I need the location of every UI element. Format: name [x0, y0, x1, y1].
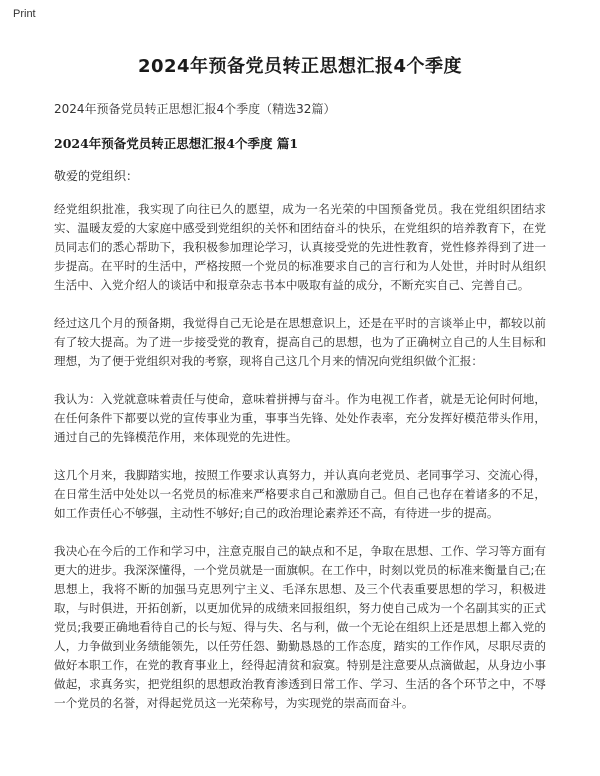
paragraph: 我认为：入党就意味着责任与使命，意味着拼搏与奋斗。作为电视工作者，就是无论何时何地，在任何条件下都要以党的宣传事业为重，事事当先锋、处处作表率，充分发挥好模范带头作用，通过自己的先锋模范作用，来体现党的先进性。: [54, 392, 546, 444]
print-link[interactable]: Print: [13, 8, 36, 20]
document-body: [54, 52, 546, 732]
page-title: 2024年预备党员转正思想汇报4个季度: [137, 56, 463, 77]
salutation: 敬爱的党组织：: [54, 169, 139, 183]
paragraph: 我决心在今后的工作和学习中，注意克服自己的缺点和不足，争取在思想、工作、学习等方面有更大的进步。我深深懂得，一个党员就是一面旗帜。在工作中，时刻以党员的标准来衡量自己;在思想上，我将不断的加强马克思列宁主义、毛泽东思想、及三个代表重要思想的学习，积极进取，与时俱进，开拓创新，以更加优异的成绩来回报组织，努力使自己成为一个名副其实的正式党员;我要正确地看待自己的长与短、得与失、名与利，做一个无论在组织上还是思想上都入党的人，力争做到业务绩能领先，以任劳任怨、勤勤恳恳的工作态度，踏实的工作作风，尽职尽责的做好本职工作，在党的教育事业上，经得起清贫和寂寞。特别是注意要从点滴做起，从身边小事做起，求真务实，把党组织的思想政治教育渗透到日常工作、学习、生活的各个环节之中，不辱一个党员的名誉，对得起党员这一光荣称号，为实现党的崇高而奋斗。: [54, 544, 546, 710]
paragraph: 经过这几个月的预备期，我觉得自己无论是在思想意识上，还是在平时的言谈举止中，都较以前有了较大提高。为了进一步接受党的教育，提高自己的思想，也为了正确树立自己的人生目标和理想，为了便于党组织对我的考察，现将自己这几个月来的情况向党组织做个汇报：: [54, 316, 546, 368]
paragraph: 这几个月来，我脚踏实地，按照工作要求认真努力，并认真向老党员、老同事学习、交流心得，在日常生活中处处以一名党员的标准来严格要求自己和激励自己。但自己也存在着诸多的不足，如工作责任心不够强，主动性不够好;自己的政治理论素养还不高，有待进一步的提高。: [54, 468, 546, 520]
section-heading: 2024年预备党员转正思想汇报4个季度 篇1: [54, 136, 299, 151]
paragraph: 经党组织批准，我实现了向往已久的愿望，成为一名光荣的中国预备党员。我在党组织团结求实、温暖友爱的大家庭中感受到党组织的关怀和团结奋斗的快乐，在党组织的培养教育下，在党员同志们的悉心帮助下，我积极参加理论学习，认真接受党的先进性教育，党性修养得到了进一步提高。在平时的生活中，严格按照一个党员的标准要求自己的言行和为人处世，并时时从组织生活中、入党介绍人的谈话中和报章杂志书本中吸取有益的成分，不断充实自己、完善自己。: [54, 202, 546, 292]
page-subtitle: 2024年预备党员转正思想汇报4个季度（精选32篇）: [54, 102, 336, 116]
